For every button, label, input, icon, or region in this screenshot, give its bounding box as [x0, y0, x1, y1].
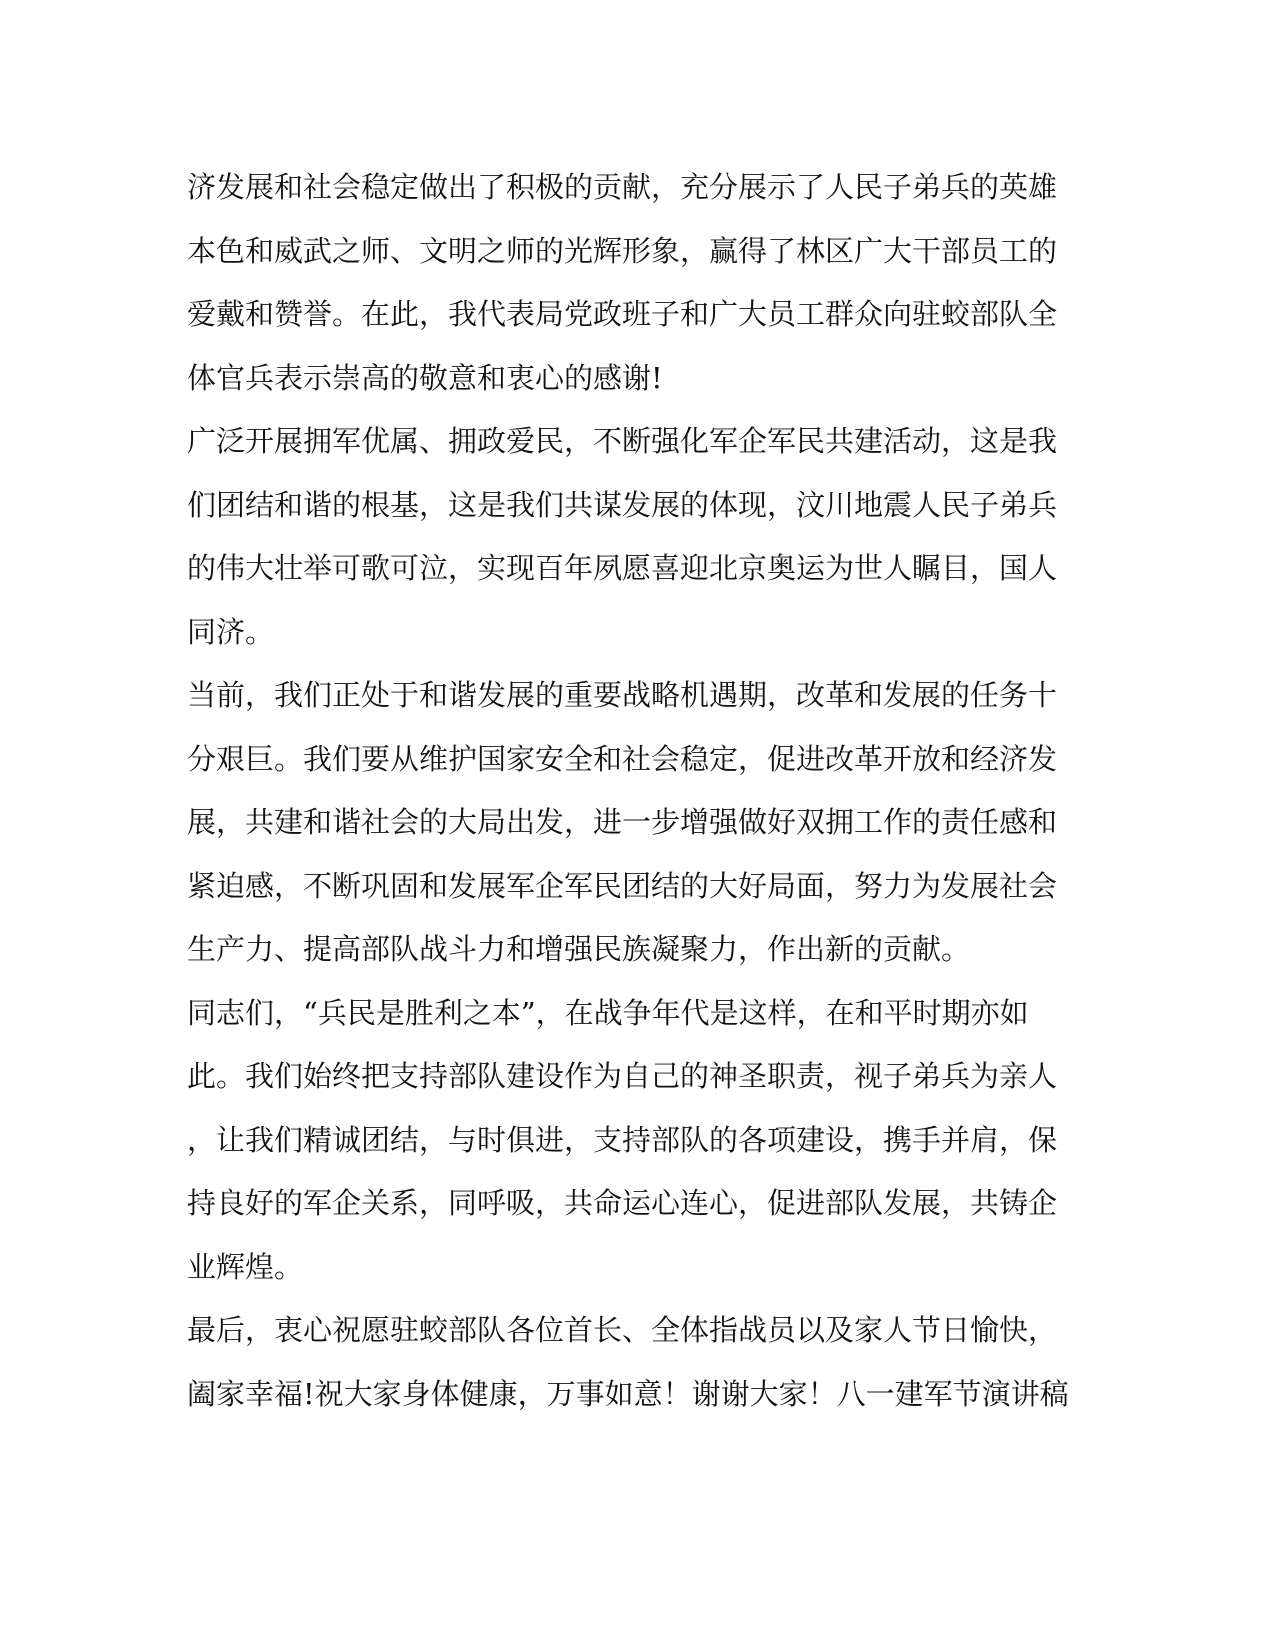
text-line: 体官兵表示崇高的敬意和衷心的感谢! — [187, 360, 663, 395]
text-line: 紧迫感，不断巩固和发展军企军民团结的大好局面，努力为发展社会 — [187, 868, 1058, 903]
text-line: 本色和威武之师、文明之师的光辉形象，赢得了林区广大干部员工的 — [187, 233, 1058, 268]
text-line: ，让我们精诚团结，与时俱进，支持部队的各项建设，携手并肩，保 — [187, 1122, 1058, 1157]
text-line: 的伟大壮举可歌可泣，实现百年夙愿喜迎北京奥运为世人瞩目，国人 — [187, 551, 1058, 585]
text-line: 爱戴和赞誉。在此，我代表局党政班子和广大员工群众向驻蛟部队全 — [187, 297, 1058, 331]
text-line: 同志们，“兵民是胜利之本”，在战争年代是这样，在和平时期亦如 — [187, 995, 1029, 1030]
text-line: 最后，衷心祝愿驻蛟部队各位首长、全体指战员以及家人节日愉快， — [187, 1313, 1058, 1347]
text-line: 同济。 — [187, 614, 275, 649]
text-line: 们团结和谐的根基，这是我们共谋发展的体现，汶川地震人民子弟兵 — [187, 487, 1058, 522]
document-body — [187, 156, 1087, 1426]
text-line: 生产力、提高部队战斗力和增强民族凝聚力，作出新的贡献。 — [187, 932, 971, 966]
text-line: 当前，我们正处于和谐发展的重要战略机遇期，改革和发展的任务十 — [187, 678, 1058, 712]
text-line: 持良好的军企关系，同呼吸，共命运心连心，促进部队发展，共铸企 — [187, 1186, 1058, 1220]
text-line: 阖家幸福!祝大家身体健康，万事如意！谢谢大家！八一建军节演讲稿 — [187, 1376, 1069, 1411]
text-line: 济发展和社会稳定做出了积极的贡献，充分展示了人民子弟兵的英雄 — [187, 170, 1058, 204]
text-line: 业辉煌。 — [187, 1249, 304, 1284]
text-line: 此。我们始终把支持部队建设作为自己的神圣职责，视子弟兵为亲人 — [187, 1059, 1058, 1093]
text-line: 展，共建和谐社会的大局出发，进一步增强做好双拥工作的责任感和 — [187, 805, 1058, 839]
text-line: 广泛开展拥军优属、拥政爱民，不断强化军企军民共建活动，这是我 — [187, 424, 1058, 458]
text-line: 分艰巨。我们要从维护国家安全和社会稳定，促进改革开放和经济发 — [187, 741, 1058, 776]
